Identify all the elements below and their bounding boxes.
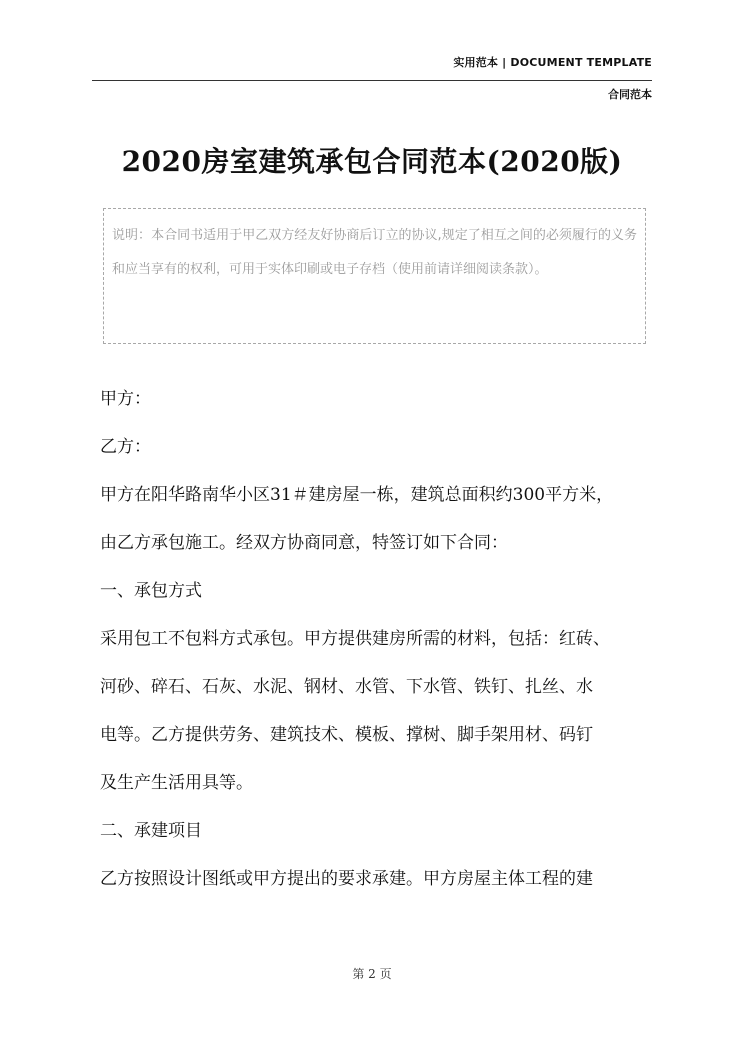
page-number: 第 2 页 — [352, 967, 392, 981]
body-paragraph-line: 乙方按照设计图纸或甲方提出的要求承建。甲方房屋主体工程的建 — [100, 869, 593, 889]
document-title: 2020房室建筑承包合同范本(2020版) — [121, 145, 623, 178]
document-category-label: 合同范本 — [608, 88, 652, 101]
section-heading-contract-method: 一、承包方式 — [100, 581, 202, 601]
usage-notice-text: 说明：本合同书适用于甲乙双方经友好协商后订立的协议,规定了相互之间的必须履行的义务和应当享有的权利，可用于实体印刷或电子存档（使用前请详细阅读条款）。 — [112, 228, 637, 277]
usage-notice-box — [103, 208, 646, 344]
party-b-line: 乙方： — [100, 437, 151, 457]
body-paragraph-line: 及生产生活用具等。 — [100, 773, 253, 793]
body-paragraph-line: 甲方在阳华路南华小区31＃建房屋一栋，建筑总面积约300平方米， — [100, 485, 614, 505]
body-paragraph-line: 河砂、碎石、石灰、水泥、钢材、水管、下水管、铁钉、扎丝、水 — [100, 677, 593, 697]
header-divider — [92, 80, 652, 81]
section-heading-construction-items: 二、承建项目 — [100, 821, 202, 841]
body-paragraph-line: 采用包工不包料方式承包。甲方提供建房所需的材料，包括：红砖、 — [100, 629, 610, 649]
document-header-label: 实用范本 | DOCUMENT TEMPLATE — [453, 56, 652, 69]
party-a-line: 甲方： — [100, 389, 151, 409]
body-paragraph-line: 电等。乙方提供劳务、建筑技术、模板、撑树、脚手架用材、码钉 — [100, 725, 593, 745]
body-paragraph-line: 由乙方承包施工。经双方协商同意，特签订如下合同： — [100, 533, 508, 553]
contract-body — [100, 375, 658, 903]
